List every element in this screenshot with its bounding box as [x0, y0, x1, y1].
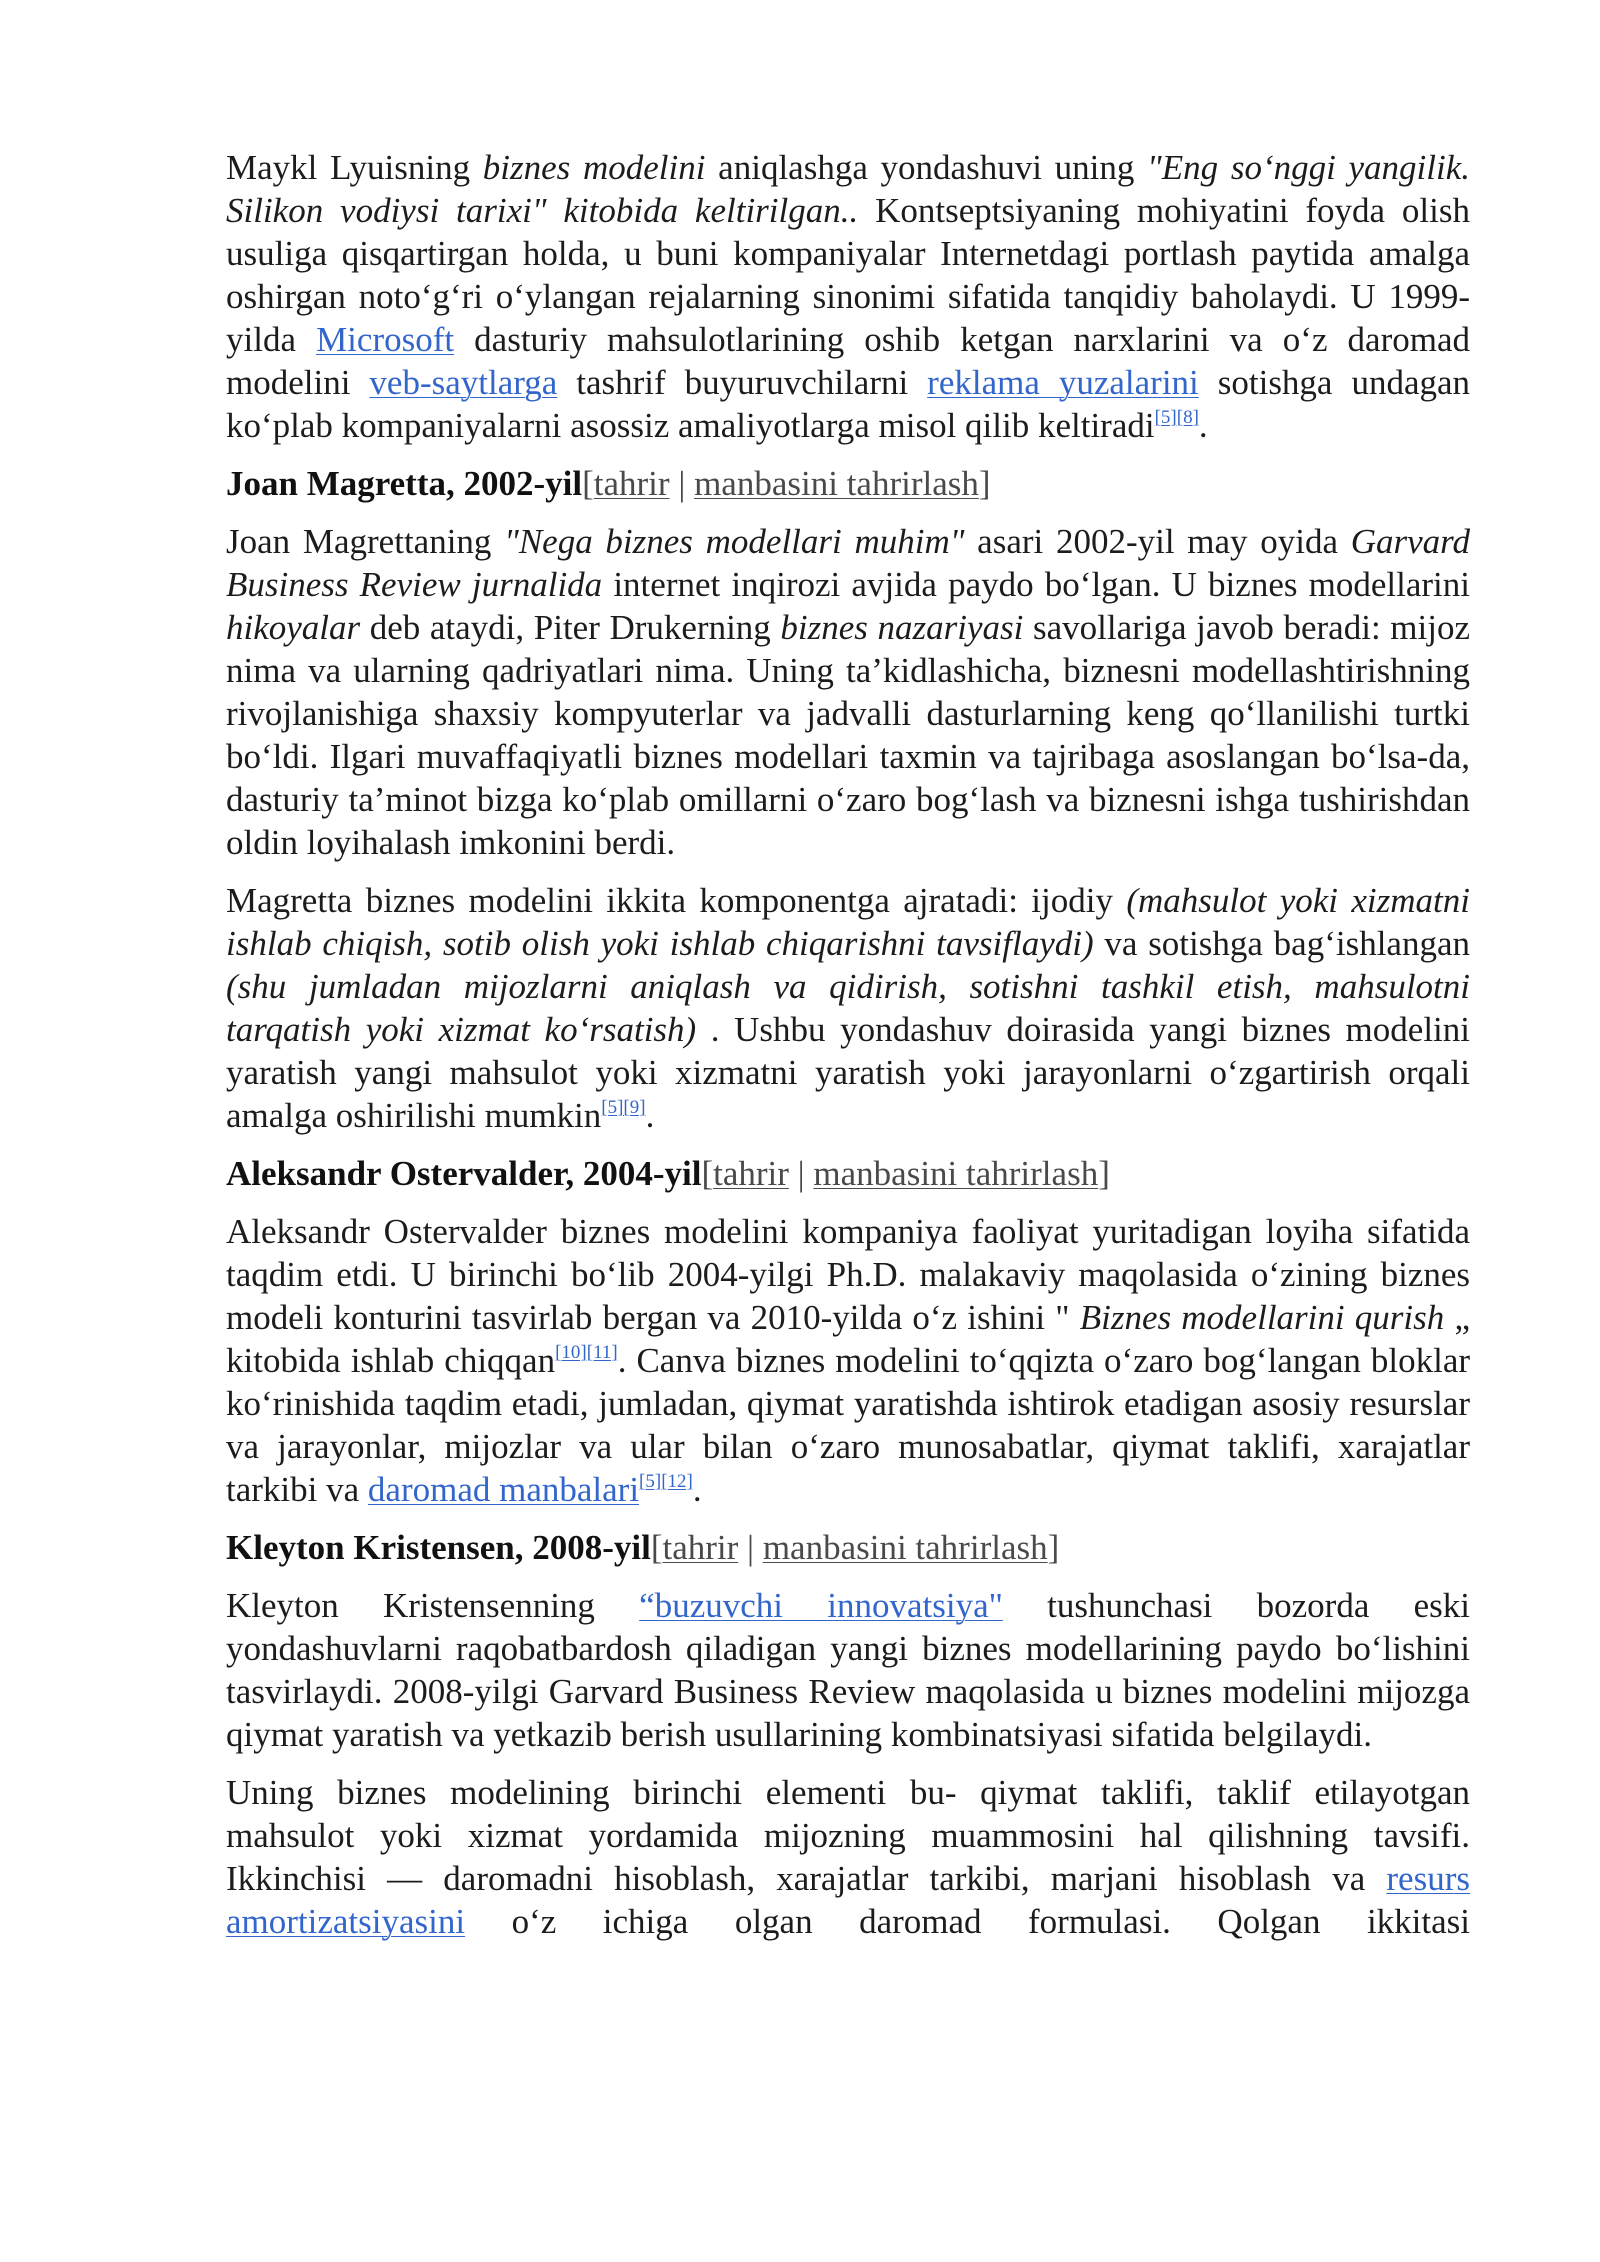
paragraph-kristensen-1	[226, 1584, 1470, 1756]
text-italic: "Eng so‘nggi yangilik. Silikon vodiysi tarixi" kitobida keltirilgan..	[226, 148, 1471, 230]
reference-link[interactable]: [5][12]	[639, 1471, 693, 1492]
text: tushunchasi bozorda eski yondashuvlarni raqobatbardosh qiladigan yangi biznes modellarining paydo bo‘lishini tasvirlaydi. 2008-yilgi Garvard Business Review maqolasida u biznes modelini mijozga qiymat yaratish va yetkazib berish usullarining kombinatsiyasi sifatida belgilaydi.	[226, 1586, 1470, 1754]
text: .	[1198, 406, 1208, 445]
edit-bracket-open: [	[582, 464, 594, 503]
text: aniqlashga yondashuvi uning	[705, 148, 1148, 187]
link-reklama-yuzalarini[interactable]: reklama yuzalarini	[927, 363, 1199, 402]
edit-separator: |	[738, 1528, 763, 1567]
edit-separator: |	[669, 464, 695, 503]
section-heading-ostervalder	[226, 1152, 1470, 1195]
heading-title: Kleyton Kristensen, 2008-yil	[226, 1528, 651, 1567]
text: .	[692, 1470, 702, 1509]
paragraph-kristensen-2	[226, 1771, 1470, 1943]
paragraph-lyuis	[226, 146, 1470, 447]
text: Kontseptsiyaning mohiyatini foyda olish usuliga qisqartirgan holda, u buni kompaniyalar Internetdagi portlash paytida amalga oshirgan noto‘g‘ri o‘ylangan rejalarning sinonimi sifatida tanqidiy baholaydi. U 1999-yilda	[226, 191, 1470, 359]
text-italic: biznes nazariyasi	[780, 608, 1024, 647]
section-heading-magretta	[226, 462, 1470, 505]
text: Kleyton Kristensenning	[226, 1586, 640, 1625]
text: .	[645, 1096, 655, 1135]
text: Magretta biznes modelini ikkita komponentga ajratadi: ijodiy	[226, 881, 1127, 920]
edit-bracket-open: [	[701, 1154, 714, 1193]
link-veb-saytlarga[interactable]: veb-saytlarga	[369, 363, 558, 402]
section-heading-kristensen	[226, 1526, 1470, 1569]
text: va sotishga bag‘ishlangan	[1093, 924, 1470, 963]
paragraph-ostervalder	[226, 1210, 1470, 1511]
text: Aleksandr Ostervalder biznes modelini kompaniya faoliyat yuritadigan loyiha sifatida taqdim etdi. U birinchi bo‘lib 2004-yilgi Ph.D. malakaviy maqolasida o‘zining biznes modeli konturini tasvirlab bergan va 2010-yilda o‘z ishini "	[226, 1212, 1470, 1337]
text: internet inqirozi avjida paydo bo‘lgan. U biznes modellarini	[602, 565, 1470, 604]
reference-link[interactable]: [5][9]	[601, 1097, 646, 1118]
edit-link[interactable]: tahrir	[593, 464, 670, 503]
edit-bracket-open: [	[650, 1528, 663, 1567]
text: „ kitobida ishlab chiqqan	[226, 1298, 1470, 1380]
text: . Canva biznes modelini to‘qqizta o‘zaro bog‘langan bloklar ko‘rinishida taqdim etadi, jumladan, qiymat yaratishda ishtirok etadigan asosiy resurslar va jarayonlar, mijozlar va ular bilan o‘zaro munosabatlar, qiymat taklifi, xarajatlar tarkibi va	[226, 1341, 1471, 1509]
paragraph-magretta-1	[226, 520, 1470, 864]
text: asari 2002-yil may oyida	[964, 522, 1351, 561]
edit-bracket-close: ]	[1047, 1528, 1060, 1567]
text-italic: biznes modelini	[482, 148, 706, 187]
text-italic: (mahsulot yoki xizmatni ishlab chiqish, sotib olish yoki ishlab chiqarishni tavsiflaydi)	[226, 881, 1470, 963]
edit-source-link[interactable]: manbasini tahrirlash	[694, 464, 979, 503]
text: Joan Magrettaning	[226, 522, 505, 561]
edit-bracket-close: ]	[1098, 1154, 1110, 1193]
edit-source-link[interactable]: manbasini tahrirlash	[762, 1528, 1048, 1567]
edit-separator: |	[788, 1154, 814, 1193]
text-italic: hikoyalar	[226, 608, 361, 647]
link-daromad-manbalari[interactable]: daromad manbalari	[367, 1470, 640, 1509]
text: . Ushbu yondashuv doirasida yangi biznes modelini yaratish yangi mahsulot yoki xizmatni yaratish yoki jarayonlarni o‘zgartirish orqali amalga oshirilishi mumkin	[226, 1010, 1470, 1135]
edit-bracket-close: ]	[978, 464, 991, 503]
text: Uning biznes modelining birinchi elementi bu- qiymat taklifi, taklif etilayotgan mahsulot yoki xizmat yordamida mijozning muammosini hal qilishning tavsifi. Ikkinchisi — daromadni hisoblash, xarajatlar tarkibi, marjani hisoblash va	[226, 1773, 1470, 1898]
document-page	[226, 146, 1470, 1958]
reference-link[interactable]: [5][8]	[1154, 407, 1199, 428]
reference-superscript	[555, 1342, 618, 1363]
text: sotishga undagan ko‘plab kompaniyalarni asossiz amaliyotlarga misol qilib keltiradi	[226, 363, 1471, 445]
text: Maykl Lyuisning	[226, 148, 483, 187]
heading-title: Aleksandr Ostervalder, 2004-yil	[226, 1154, 702, 1193]
text: savollariga javob beradi: mijoz nima va ularning qadriyatlari nima. Uning ta’kidlashicha, biznesni modellashtirishning rivojlanishiga shaxsiy kompyuterlar va jadvalli dasturlarning keng qo‘llanilishi turtki bo‘ldi. Ilgari muvaffaqiyatli biznes modellari taxmin va tajribaga asoslangan bo‘lsa-da, dasturiy ta’minot bizga ko‘plab omillarni o‘zaro bog‘lash va biznesni ishga tushirishdan oldin loyihalash imkonini berdi.	[226, 608, 1470, 862]
text: tashrif buyuruvchilarni	[557, 363, 928, 402]
reference-superscript	[1155, 407, 1199, 428]
edit-link[interactable]: tahrir	[662, 1528, 739, 1567]
text: deb ataydi, Piter Drukerning	[360, 608, 781, 647]
text-italic: "Nega biznes modellari muhim"	[504, 522, 965, 561]
reference-superscript	[639, 1471, 693, 1492]
text: o‘z ichiga olgan daromad formulasi. Qolgan ikkitasi	[465, 1902, 1470, 1941]
text-italic: (shu jumladan mijozlarni aniqlash va qidirish, sotishni tashkil etish, mahsulotni tarqatish yoki xizmat ko‘rsatish)	[226, 967, 1470, 1049]
paragraph-magretta-2	[226, 879, 1470, 1137]
text: dasturiy mahsulotlarining oshib ketgan narxlarini va o‘z daromad modelini	[226, 320, 1471, 402]
link-microsoft[interactable]: Microsoft	[316, 320, 455, 359]
text-italic: Garvard Business Review jurnalida	[226, 522, 1470, 604]
reference-superscript	[601, 1097, 645, 1118]
link-buzuvchi-innovatsiya[interactable]: “buzuvchi innovatsiya"	[639, 1586, 1003, 1625]
edit-link[interactable]: tahrir	[713, 1154, 789, 1193]
link-resurs-amortizatsiyasini[interactable]: resurs amortizatsiyasini	[226, 1859, 1470, 1941]
edit-source-link[interactable]: manbasini tahrirlash	[813, 1154, 1099, 1193]
heading-title: Joan Magretta, 2002-yil	[226, 464, 583, 503]
text-italic: Biznes modellarini qurish	[1079, 1298, 1445, 1337]
reference-link[interactable]: [10][11]	[555, 1342, 618, 1363]
